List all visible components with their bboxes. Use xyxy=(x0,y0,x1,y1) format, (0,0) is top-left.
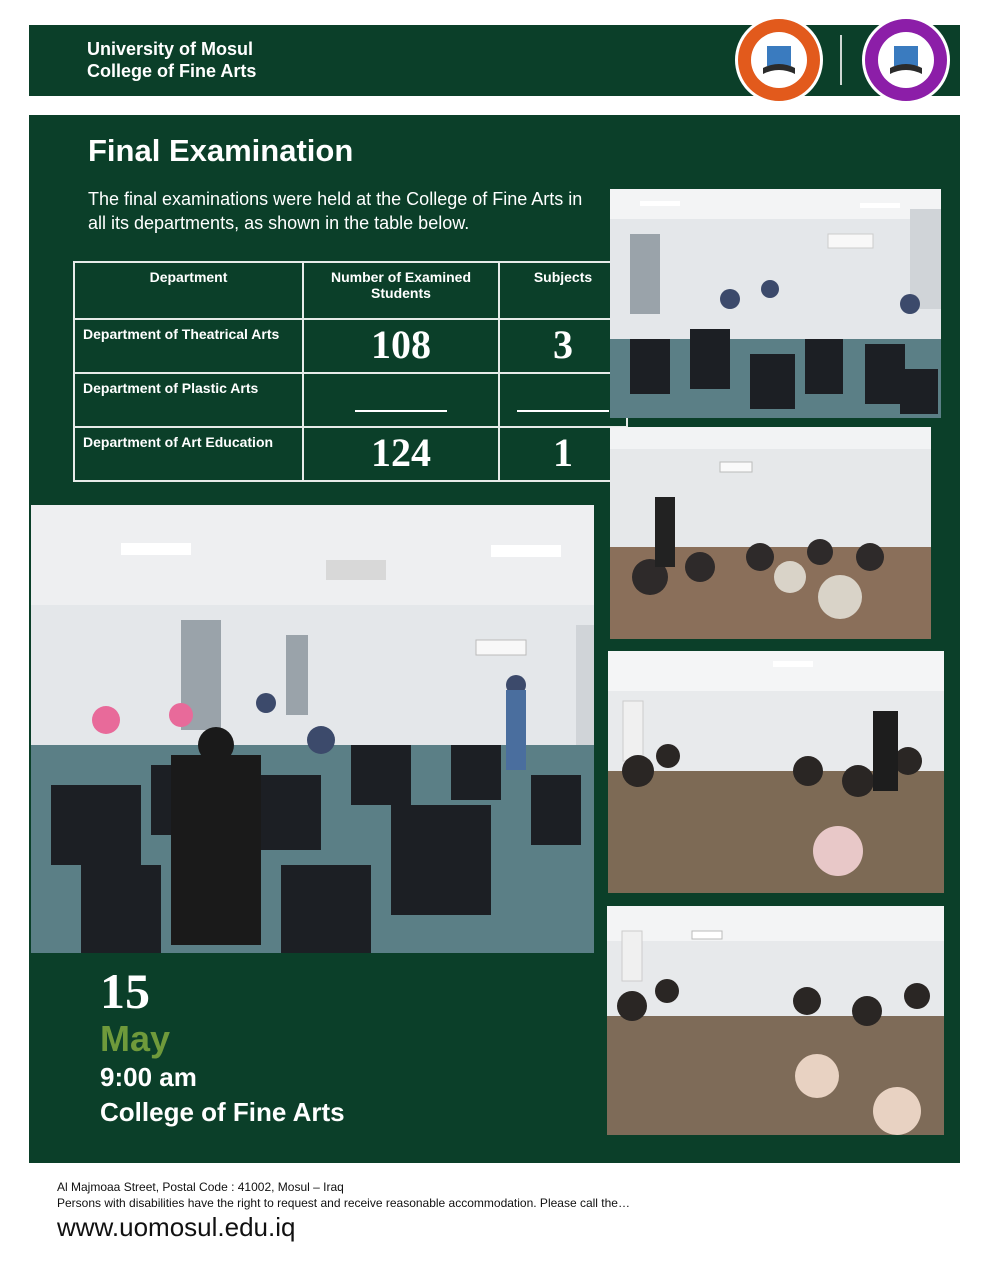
exam-table xyxy=(73,261,628,482)
subjects-cell: 3 xyxy=(499,319,627,373)
event-month: May xyxy=(100,1018,171,1059)
students-cell: 108 xyxy=(303,319,499,373)
exam-photo xyxy=(31,505,594,953)
header-subjects: Subjects xyxy=(499,262,627,319)
footer-address: Al Majmoaa Street, Postal Code : 41002, Mosul – Iraq xyxy=(57,1180,344,1194)
table-row xyxy=(74,373,627,427)
exam-photo xyxy=(610,189,941,418)
event-day: 15 xyxy=(100,963,150,1019)
footer-note: Persons with disabilities have the right to request and receive reasonable accommodation. Please call the… xyxy=(57,1196,630,1210)
intro-text: The final examinations were held at the College of Fine Arts in all its departments, as shown in the table below. xyxy=(88,189,583,233)
header-students: Number of Examined Students xyxy=(303,262,499,319)
subjects-cell: 1 xyxy=(499,427,627,481)
header-department: Department xyxy=(74,262,303,319)
university-name: University of Mosul xyxy=(87,39,254,59)
university-logo xyxy=(735,16,823,104)
table-row xyxy=(74,427,627,481)
college-name: College of Fine Arts xyxy=(87,61,257,81)
logo-divider xyxy=(840,35,842,85)
empty-dash xyxy=(355,410,447,412)
college-logo xyxy=(862,16,950,104)
empty-dash xyxy=(517,410,609,412)
students-cell xyxy=(303,373,499,427)
students-cell: 124 xyxy=(303,427,499,481)
department-cell: Department of Plastic Arts xyxy=(74,373,303,427)
exam-photo xyxy=(608,651,944,893)
event-place: College of Fine Arts xyxy=(100,1097,345,1127)
page-title: Final Examination xyxy=(88,133,354,168)
department-cell: Department of Theatrical Arts xyxy=(74,319,303,373)
department-cell: Department of Art Education xyxy=(74,427,303,481)
website-link[interactable]: www.uomosul.edu.iq xyxy=(57,1212,296,1242)
table-header-row xyxy=(74,262,627,319)
exam-photo xyxy=(610,427,931,639)
exam-photo xyxy=(607,906,944,1135)
event-time: 9:00 am xyxy=(100,1062,197,1092)
table-row xyxy=(74,319,627,373)
subjects-cell xyxy=(499,373,627,427)
